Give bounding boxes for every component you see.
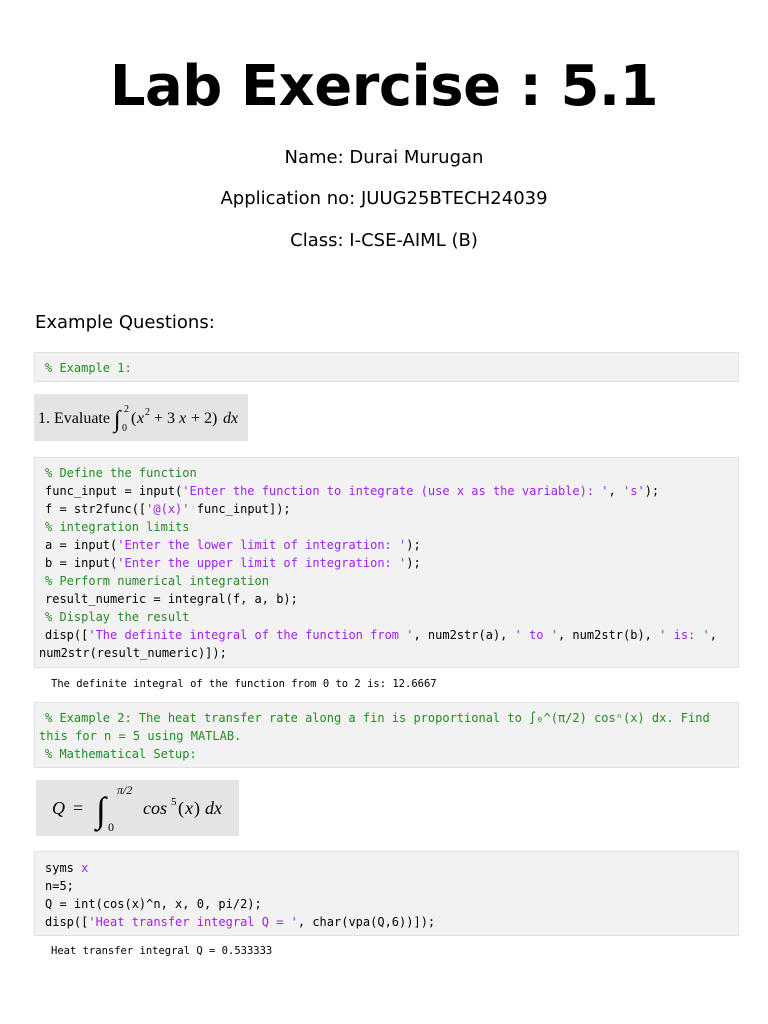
svg-text:+ 3: + 3 — [154, 410, 176, 427]
svg-text:x: x — [137, 410, 145, 427]
svg-text:0: 0 — [122, 423, 127, 434]
example2-code-block — [34, 851, 739, 936]
code-line: a = input('Enter the lower limit of integration: '); — [45, 538, 421, 552]
code-line: disp(['The definite integral of the function from ', num2str(a), ' to ', num2str(b), ' is: ', — [45, 628, 717, 642]
svg-text:x: x — [179, 410, 187, 427]
svg-text:0: 0 — [108, 820, 114, 834]
svg-text:2: 2 — [124, 404, 129, 415]
code-line: disp(['Heat transfer integral Q = ', char(vpa(Q,6))]); — [45, 915, 436, 929]
svg-text:(: ( — [178, 798, 184, 818]
example2-output: Heat transfer integral Q = 0.533333 — [51, 945, 273, 957]
code-line: % Mathematical Setup: — [45, 747, 197, 761]
page-title: Lab Exercise : 5.1 — [109, 54, 659, 119]
svg-text:∫: ∫ — [96, 790, 106, 830]
application-number: Application no: JUUG25BTECH24039 — [220, 188, 548, 209]
section-heading: Example Questions: — [35, 312, 215, 333]
svg-text:π/2: π/2 — [117, 783, 133, 797]
svg-text:5: 5 — [171, 796, 177, 808]
code-line: % Define the function — [45, 466, 197, 480]
example2-comment-block — [34, 702, 739, 768]
svg-text:dx: dx — [223, 410, 239, 427]
svg-text:(: ( — [131, 410, 137, 427]
code-line: % Perform numerical integration — [45, 574, 269, 588]
example1-comment-block — [34, 352, 739, 382]
code-line: n=5; — [45, 879, 74, 893]
student-name: Name: Durai Murugan — [284, 147, 484, 168]
example2-equation-image — [36, 780, 239, 836]
code-line: Q = int(cos(x)^n, x, 0, pi/2); — [45, 897, 262, 911]
svg-text:=: = — [73, 798, 84, 818]
example1-output: The definite integral of the function from 0 to 2 is: 12.6667 — [51, 678, 437, 690]
svg-text:+ 2): + 2) — [191, 410, 218, 427]
svg-text:x: x — [185, 798, 193, 818]
svg-text:): ) — [194, 798, 200, 818]
example1-comment: % Example 1: — [45, 361, 132, 375]
example1-question-prefix: 1. Evaluate — [38, 410, 110, 427]
code-line: func_input = input('Enter the function to integrate (use x as the variable): ', 's'); — [45, 484, 660, 498]
code-line: b = input('Enter the upper limit of integration: '); — [45, 556, 421, 570]
code-line: syms x — [45, 861, 89, 875]
code-line: this for n = 5 using MATLAB. — [39, 729, 242, 743]
code-line: % Display the result — [45, 610, 190, 624]
class-info: Class: I-CSE-AIML (B) — [290, 230, 478, 251]
example1-equation-image — [34, 394, 248, 441]
svg-text:Q: Q — [52, 798, 65, 818]
code-line: % Example 2: The heat transfer rate along a fin is proportional to ∫₀^(π/2) cosⁿ(x) dx. Find — [45, 711, 710, 725]
code-line: num2str(result_numeric)]); — [39, 646, 227, 660]
svg-text:∫: ∫ — [114, 407, 121, 433]
example1-code-block — [34, 457, 739, 668]
code-line: % integration limits — [45, 520, 190, 534]
code-line: result_numeric = integral(f, a, b); — [45, 592, 298, 606]
svg-text:2: 2 — [145, 407, 150, 418]
code-line: f = str2func(['@(x)' func_input]); — [45, 502, 291, 516]
svg-text:cos: cos — [143, 798, 167, 818]
svg-text:dx: dx — [205, 798, 222, 818]
